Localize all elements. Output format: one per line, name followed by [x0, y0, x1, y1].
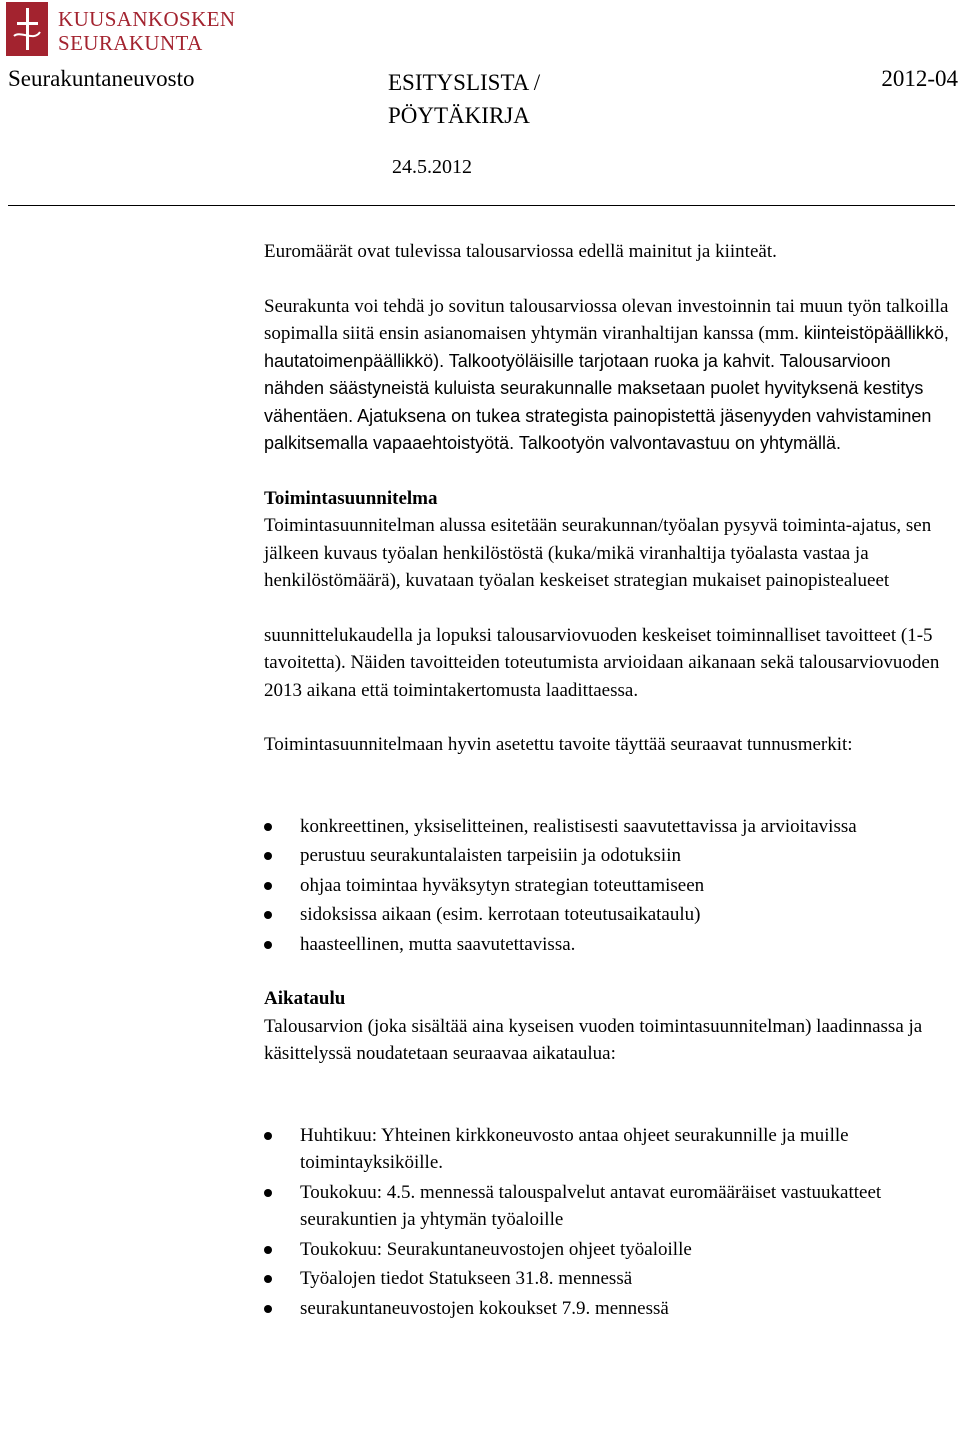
paragraph-volunteer-work-sans: kiinteistöpäällikkö, hautatoimenpäällikkö). Talkootyöläisille tarjotaan ruoka ja kahvit. Talousarvioon nähden säästyneistä kuluista seurakunnalle maksetaan puolet hyvityksenä kestitys vähentäen. Ajatuksena on tukea strategista painopistettä jäsenyyden vahvistaminen palkitsemalla vapaaehtoistyötä. Talkootyön valvontavastuu on yhtymällä.	[264, 323, 949, 453]
header-divider	[8, 205, 955, 206]
spacer	[264, 1095, 954, 1122]
list-item: seurakuntaneuvostojen kokoukset 7.9. mennessä	[264, 1295, 954, 1323]
list-item: konkreettinen, yksiselitteinen, realistisesti saavutettavissa ja arvioitavissa	[264, 813, 954, 841]
paragraph-goal-criteria-intro: Toimintasuunnitelmaan hyvin asetettu tavoite täyttää seuraavat tunnusmerkit:	[264, 734, 853, 755]
bullet-icon	[264, 882, 272, 890]
bullet-icon	[264, 1305, 272, 1313]
document-title-line-2: PÖYTÄKIRJA	[388, 103, 530, 128]
bullet-icon	[264, 1246, 272, 1254]
document-header	[8, 66, 958, 196]
document-body	[264, 238, 954, 1349]
paragraph-schedule-intro: Talousarvion (joka sisältää aina kyseisen vuoden toimintasuunnitelman) laadinnassa ja käsittelyssä noudatetaan seuraavaa aikataulua:	[264, 1015, 923, 1064]
cross-emblem-icon	[6, 2, 48, 56]
paragraph-volunteer-work-serif: Seurakunta voi tehdä jo sovitun talousarviossa olevan investoinnin tai muun työn talkoilla sopimalla siitä ensin asianomaisen yhtymän viranhaltijan kanssa (mm.	[264, 295, 949, 344]
document-number: 2012-04	[881, 66, 958, 91]
spacer	[264, 786, 954, 813]
paragraph-plan-goals: suunnittelukaudella ja lopuksi talousarviovuoden keskeiset toiminnalliset tavoitteet (1-5 tavoitetta). Näiden tavoitteiden toteutumista arvioidaan aikanaan sekä talousarviovuoden 2013 aikana että toimintakertomusta laadittaessa.	[264, 624, 940, 701]
bullet-icon	[264, 1132, 272, 1140]
document-title-line-1: ESITYSLISTA /	[388, 70, 541, 95]
list-item: Työalojen tiedot Statukseen 31.8. mennessä	[264, 1265, 954, 1293]
goal-criteria-list	[264, 813, 954, 959]
list-item: Toukokuu: 4.5. mennessä talouspalvelut antavat euromääräiset vastuukatteet seurakuntien ja yhtymän työaloille	[264, 1179, 954, 1234]
heading-toimintasuunnitelma: Toimintasuunnitelma	[264, 487, 438, 509]
list-item: perustuu seurakuntalaisten tarpeisiin ja odotuksiin	[264, 842, 954, 870]
bullet-icon	[264, 941, 272, 949]
bullet-icon	[264, 1189, 272, 1197]
paragraph-volunteer-work	[264, 293, 954, 458]
bullet-icon	[264, 852, 272, 860]
logo-wordmark	[58, 7, 235, 55]
document-title	[388, 66, 540, 132]
paragraph-plan-intro: Toimintasuunnitelman alussa esitetään seurakunnan/työalan pysyvä toiminta-ajatus, sen jälkeen kuvaus työalan henkilöstöstä (kuka/mikä viranhaltija työalasta vastaa ja henkilöstömäärä), kuvataan työalan keskeiset strategian mukaiset painopistealueet	[264, 515, 932, 591]
paragraph-euro-amounts: Euromäärät ovat tulevissa talousarviossa edellä mainitut ja kiinteät.	[264, 241, 777, 262]
list-item: Huhtikuu: Yhteinen kirkkoneuvosto antaa ohjeet seurakunnille ja muille toimintayksiköille.	[264, 1122, 954, 1177]
list-item: sidoksissa aikaan (esim. kerrotaan toteutusaikataulu)	[264, 901, 954, 929]
bullet-icon	[264, 911, 272, 919]
heading-aikataulu: Aikataulu	[264, 988, 346, 1009]
organization-name: Seurakuntaneuvosto	[8, 66, 195, 91]
list-item: haasteellinen, mutta saavutettavissa.	[264, 931, 954, 959]
list-item: Toukokuu: Seurakuntaneuvostojen ohjeet työaloille	[264, 1236, 954, 1264]
bullet-icon	[264, 1275, 272, 1283]
list-item: ohjaa toimintaa hyväksytyn strategian toteuttamiseen	[264, 872, 954, 900]
parish-logo	[6, 2, 246, 58]
document-date: 24.5.2012	[392, 156, 472, 178]
logo-line-1: KUUSANKOSKEN	[58, 7, 236, 31]
logo-line-2: SEURAKUNTA	[58, 31, 203, 55]
schedule-list	[264, 1122, 954, 1323]
bullet-icon	[264, 823, 272, 831]
